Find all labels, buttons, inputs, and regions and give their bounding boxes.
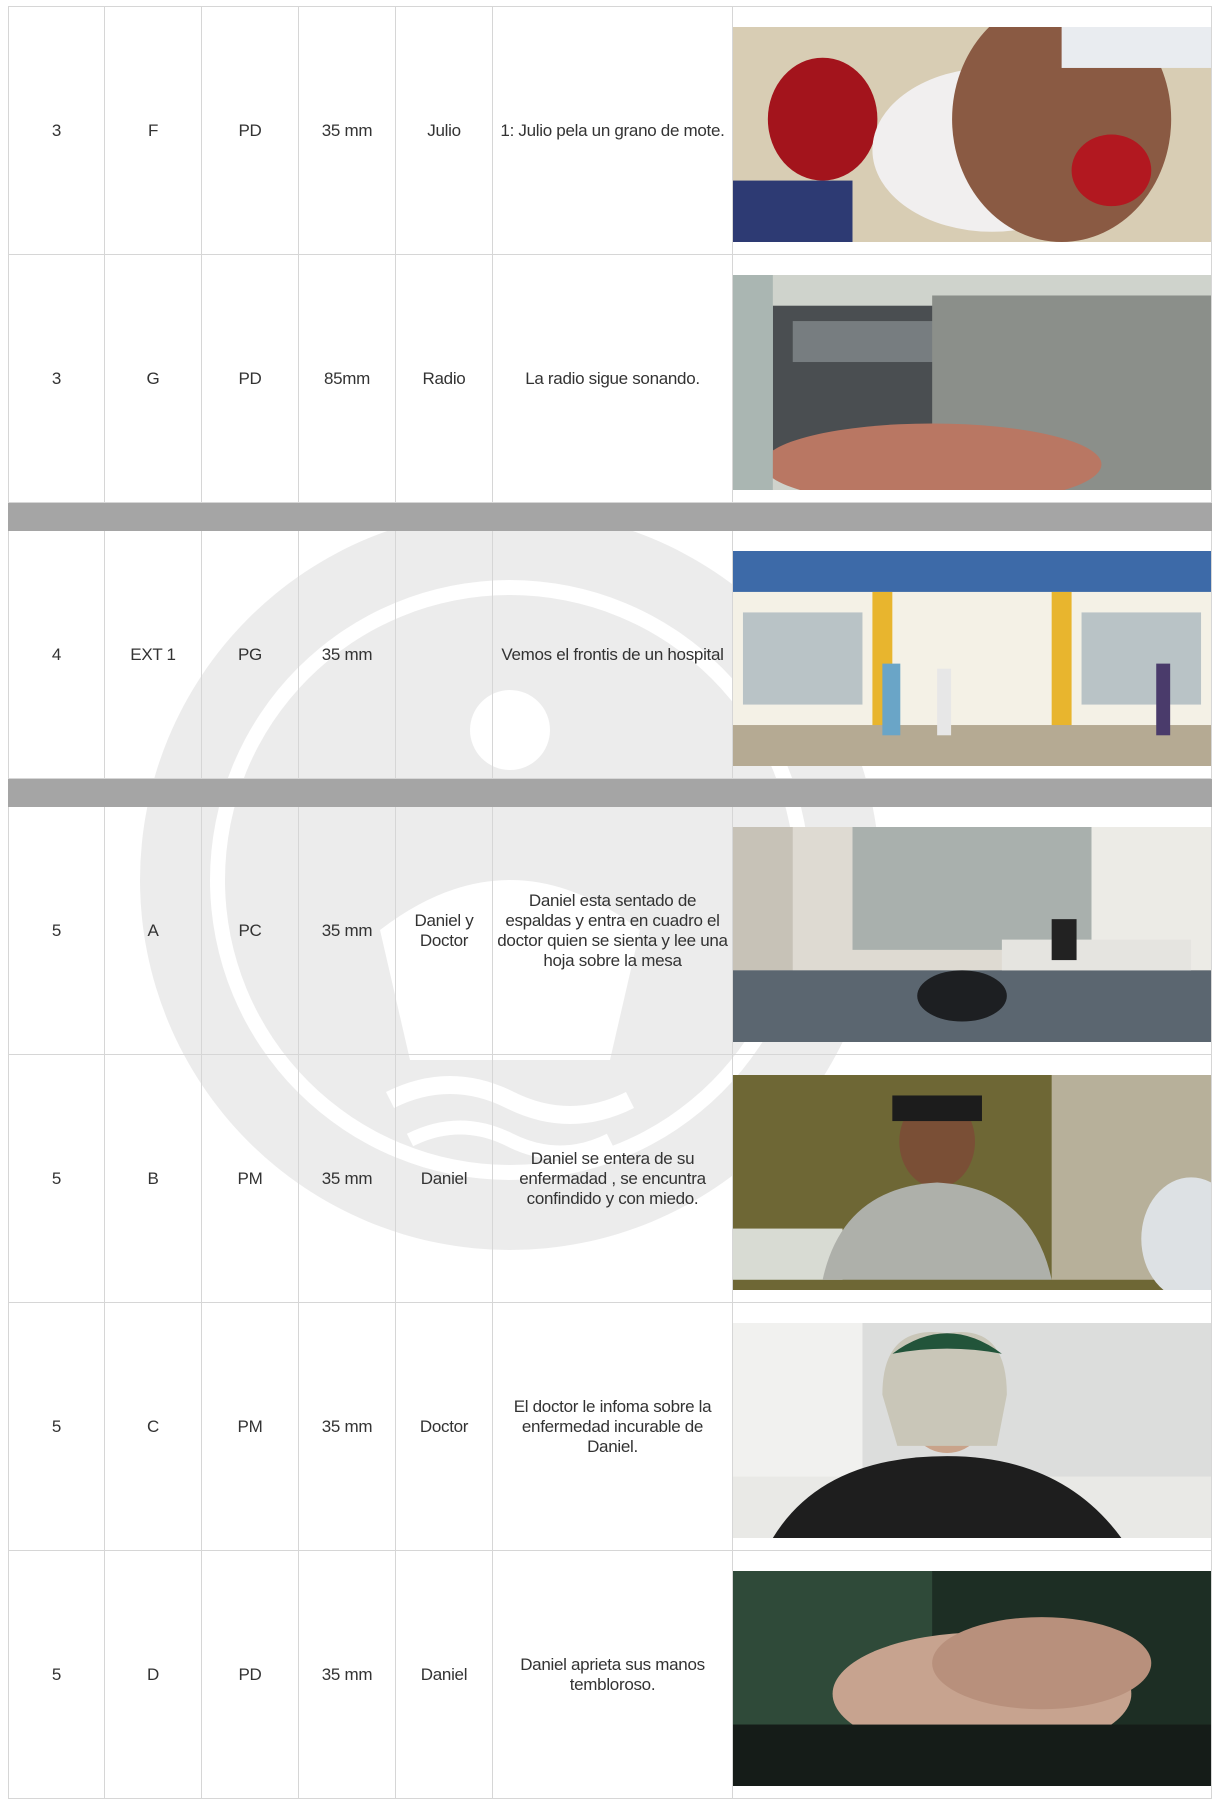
separator-bar — [9, 779, 1212, 807]
scene-number-cell: 5 — [9, 1551, 105, 1799]
scene-separator — [9, 503, 1212, 531]
frame-thumbnail — [733, 1323, 1211, 1538]
frame-thumbnail — [733, 275, 1211, 490]
frame-cell — [733, 7, 1212, 255]
description-cell: Daniel aprieta sus manos tembloroso. — [493, 1551, 733, 1799]
shot-id-cell: A — [105, 807, 202, 1055]
frame-cell — [733, 1303, 1212, 1551]
shot-plane-cell: PD — [202, 7, 299, 255]
description-cell: El doctor le infoma sobre la enfermedad incurable de Daniel. — [493, 1303, 733, 1551]
character-cell: Daniel — [396, 1055, 493, 1303]
lens-cell: 35 mm — [299, 1303, 396, 1551]
frame-thumbnail — [733, 1571, 1211, 1786]
shot-plane-cell: PM — [202, 1303, 299, 1551]
frame-cell — [733, 531, 1212, 779]
table-row — [9, 1055, 1212, 1303]
frame-thumbnail — [733, 551, 1211, 766]
separator-bar — [9, 503, 1212, 531]
scene-separator — [9, 779, 1212, 807]
description-cell: Vemos el frontis de un hospital — [493, 531, 733, 779]
character-cell: Daniel y Doctor — [396, 807, 493, 1055]
description-cell: La radio sigue sonando. — [493, 255, 733, 503]
frame-thumbnail — [733, 27, 1211, 242]
description-cell: Daniel se entera de su enfermadad , se encuntra confindido y con miedo. — [493, 1055, 733, 1303]
shot-id-cell: G — [105, 255, 202, 503]
description-cell: Daniel esta sentado de espaldas y entra en cuadro el doctor quien se sienta y lee una hoja sobre la mesa — [493, 807, 733, 1055]
lens-cell: 35 mm — [299, 7, 396, 255]
table-row — [9, 807, 1212, 1055]
table-row — [9, 7, 1212, 255]
character-cell: Doctor — [396, 1303, 493, 1551]
frame-cell — [733, 1551, 1212, 1799]
scene-number-cell: 3 — [9, 255, 105, 503]
scene-number-cell: 3 — [9, 7, 105, 255]
shot-plane-cell: PC — [202, 807, 299, 1055]
lens-cell: 35 mm — [299, 807, 396, 1055]
table-row — [9, 1303, 1212, 1551]
frame-cell — [733, 807, 1212, 1055]
shot-plane-cell: PG — [202, 531, 299, 779]
lens-cell: 35 mm — [299, 1551, 396, 1799]
description-cell: 1: Julio pela un grano de mote. — [493, 7, 733, 255]
frame-cell — [733, 255, 1212, 503]
character-cell — [396, 531, 493, 779]
shot-plane-cell: PD — [202, 1551, 299, 1799]
scene-number-cell: 5 — [9, 807, 105, 1055]
lens-cell: 85mm — [299, 255, 396, 503]
storyboard-rows — [9, 7, 1212, 1799]
shot-id-cell: C — [105, 1303, 202, 1551]
table-row — [9, 531, 1212, 779]
character-cell: Radio — [396, 255, 493, 503]
lens-cell: 35 mm — [299, 531, 396, 779]
lens-cell: 35 mm — [299, 1055, 396, 1303]
scene-number-cell: 4 — [9, 531, 105, 779]
shot-plane-cell: PD — [202, 255, 299, 503]
character-cell: Julio — [396, 7, 493, 255]
scene-number-cell: 5 — [9, 1055, 105, 1303]
storyboard-table — [8, 6, 1212, 1799]
shot-id-cell: D — [105, 1551, 202, 1799]
shot-id-cell: B — [105, 1055, 202, 1303]
character-cell: Daniel — [396, 1551, 493, 1799]
shot-plane-cell: PM — [202, 1055, 299, 1303]
frame-thumbnail — [733, 1075, 1211, 1290]
shot-id-cell: EXT 1 — [105, 531, 202, 779]
frame-cell — [733, 1055, 1212, 1303]
scene-number-cell: 5 — [9, 1303, 105, 1551]
table-row — [9, 255, 1212, 503]
table-row — [9, 1551, 1212, 1799]
frame-thumbnail — [733, 827, 1211, 1042]
shot-id-cell: F — [105, 7, 202, 255]
